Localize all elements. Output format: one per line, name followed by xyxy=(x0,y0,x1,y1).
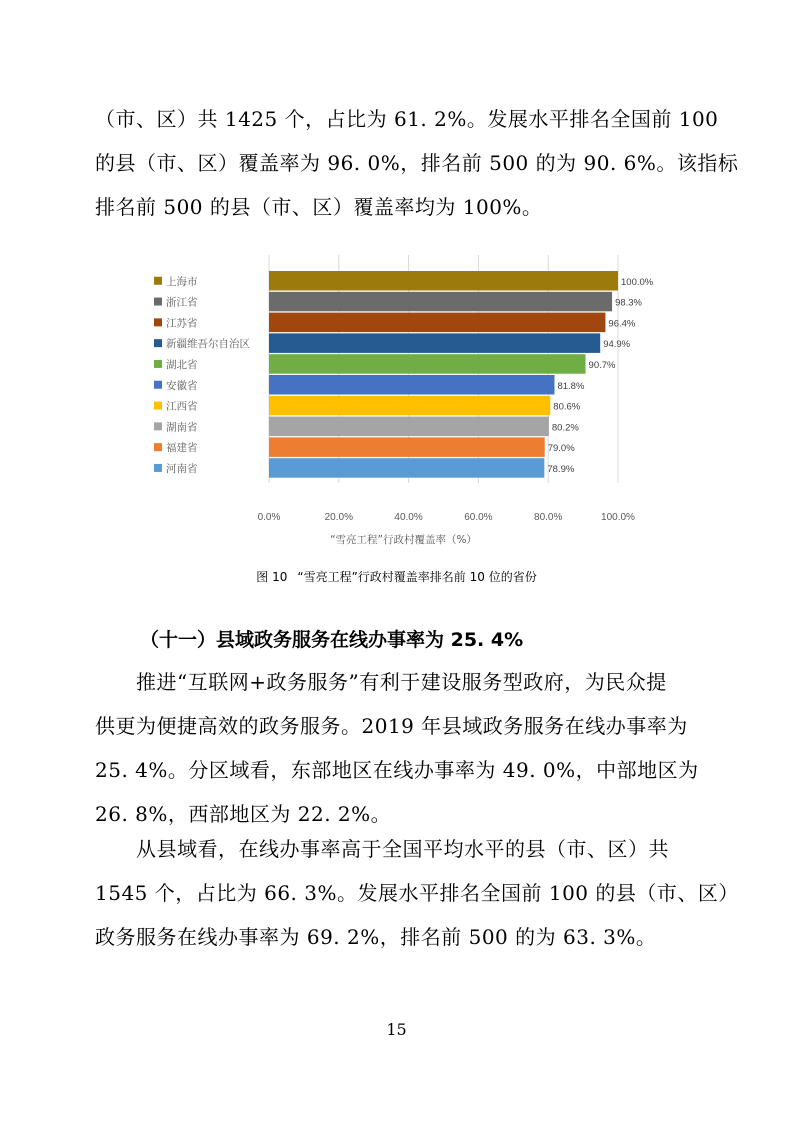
legend-label: 湖南省 xyxy=(166,421,198,434)
legend-label: 上海市 xyxy=(166,275,198,288)
legend-swatch xyxy=(154,381,162,389)
legend-label: 浙江省 xyxy=(166,296,198,309)
bar xyxy=(269,292,612,312)
legend-label: 河南省 xyxy=(166,462,198,475)
legend-swatch xyxy=(154,402,162,410)
legend-swatch xyxy=(154,422,162,430)
page-number: 15 xyxy=(386,1020,407,1039)
x-tick-label: 80.0% xyxy=(534,512,563,523)
bar xyxy=(269,396,550,416)
bar xyxy=(269,354,586,374)
bar xyxy=(269,271,618,291)
data-label: 78.9% xyxy=(547,463,575,475)
data-label: 96.4% xyxy=(608,318,636,330)
bar xyxy=(269,458,544,478)
legend-swatch xyxy=(154,318,162,326)
text-line: 推进“互联网+政务服务”有利于建设服务型政府，为民众提 xyxy=(95,670,667,694)
text-line: 政务服务在线办事率为 69. 2%，排名前 500 的为 63. 3%。 xyxy=(95,925,657,949)
x-tick-label: 60.0% xyxy=(464,512,493,523)
x-axis-title: “雪亮工程”行政村覆盖率（%） xyxy=(330,534,477,546)
text-line: 26. 8%，西部地区为 22. 2%。 xyxy=(95,802,392,826)
data-label: 80.2% xyxy=(551,422,579,434)
paragraph-2 xyxy=(95,660,700,836)
legend-label: 江苏省 xyxy=(166,317,198,330)
legend-label: 福建省 xyxy=(166,442,198,455)
x-tick-label: 100.0% xyxy=(601,512,635,523)
data-label: 80.6% xyxy=(553,401,581,413)
legend-swatch xyxy=(154,464,162,472)
legend-label: 安徽省 xyxy=(166,379,198,392)
legend-label: 江西省 xyxy=(166,400,198,413)
legend-label: 新疆维吾尔自治区 xyxy=(166,338,250,351)
figure-number: 图 10 xyxy=(256,570,288,584)
x-tick-label: 40.0% xyxy=(394,512,423,523)
figure-caption-text: “雪亮工程”行政村覆盖率排名前 10 位的省份 xyxy=(297,570,537,584)
data-label: 81.8% xyxy=(557,380,585,392)
text-line: （市、区）共 1425 个，占比为 61. 2%。发展水平排名全国前 100 xyxy=(95,107,719,131)
data-label: 79.0% xyxy=(547,443,575,455)
text-line: 的县（市、区）覆盖率为 96. 0%，排名前 500 的为 90. 6%。该指标 xyxy=(95,151,739,175)
data-label: 94.9% xyxy=(603,339,631,351)
figure-caption xyxy=(0,568,793,585)
text-line: 排名前 500 的县（市、区）覆盖率均为 100%。 xyxy=(95,195,543,219)
bar xyxy=(269,333,600,353)
bar xyxy=(269,417,549,437)
legend-swatch xyxy=(154,339,162,347)
chart-svg xyxy=(140,255,660,555)
paragraph-top xyxy=(95,97,739,229)
bar xyxy=(269,375,554,395)
paragraph-3 xyxy=(95,827,739,959)
x-tick-label: 20.0% xyxy=(324,512,353,523)
legend-swatch xyxy=(154,360,162,368)
bar xyxy=(269,437,545,457)
section-heading: （十一）县域政务服务在线办事率为 25. 4% xyxy=(140,629,524,651)
legend-swatch xyxy=(154,277,162,285)
bar-chart xyxy=(140,255,660,555)
data-label: 90.7% xyxy=(588,359,616,371)
legend-swatch xyxy=(154,443,162,451)
data-label: 100.0% xyxy=(621,276,654,288)
legend-label: 湖北省 xyxy=(166,358,198,371)
text-line: 25. 4%。分区域看，东部地区在线办事率为 49. 0%，中部地区为 xyxy=(95,758,699,782)
text-line: 1545 个，占比为 66. 3%。发展水平排名全国前 100 的县（市、区） xyxy=(95,881,739,905)
text-line: 从县域看，在线办事率高于全国平均水平的县（市、区）共 xyxy=(95,837,669,861)
text-line: 供更为便捷高效的政务服务。2019 年县域政务服务在线办事率为 xyxy=(95,714,688,738)
data-label: 98.3% xyxy=(615,297,643,309)
bar xyxy=(269,313,605,333)
x-tick-label: 0.0% xyxy=(257,512,281,523)
legend-swatch xyxy=(154,298,162,306)
